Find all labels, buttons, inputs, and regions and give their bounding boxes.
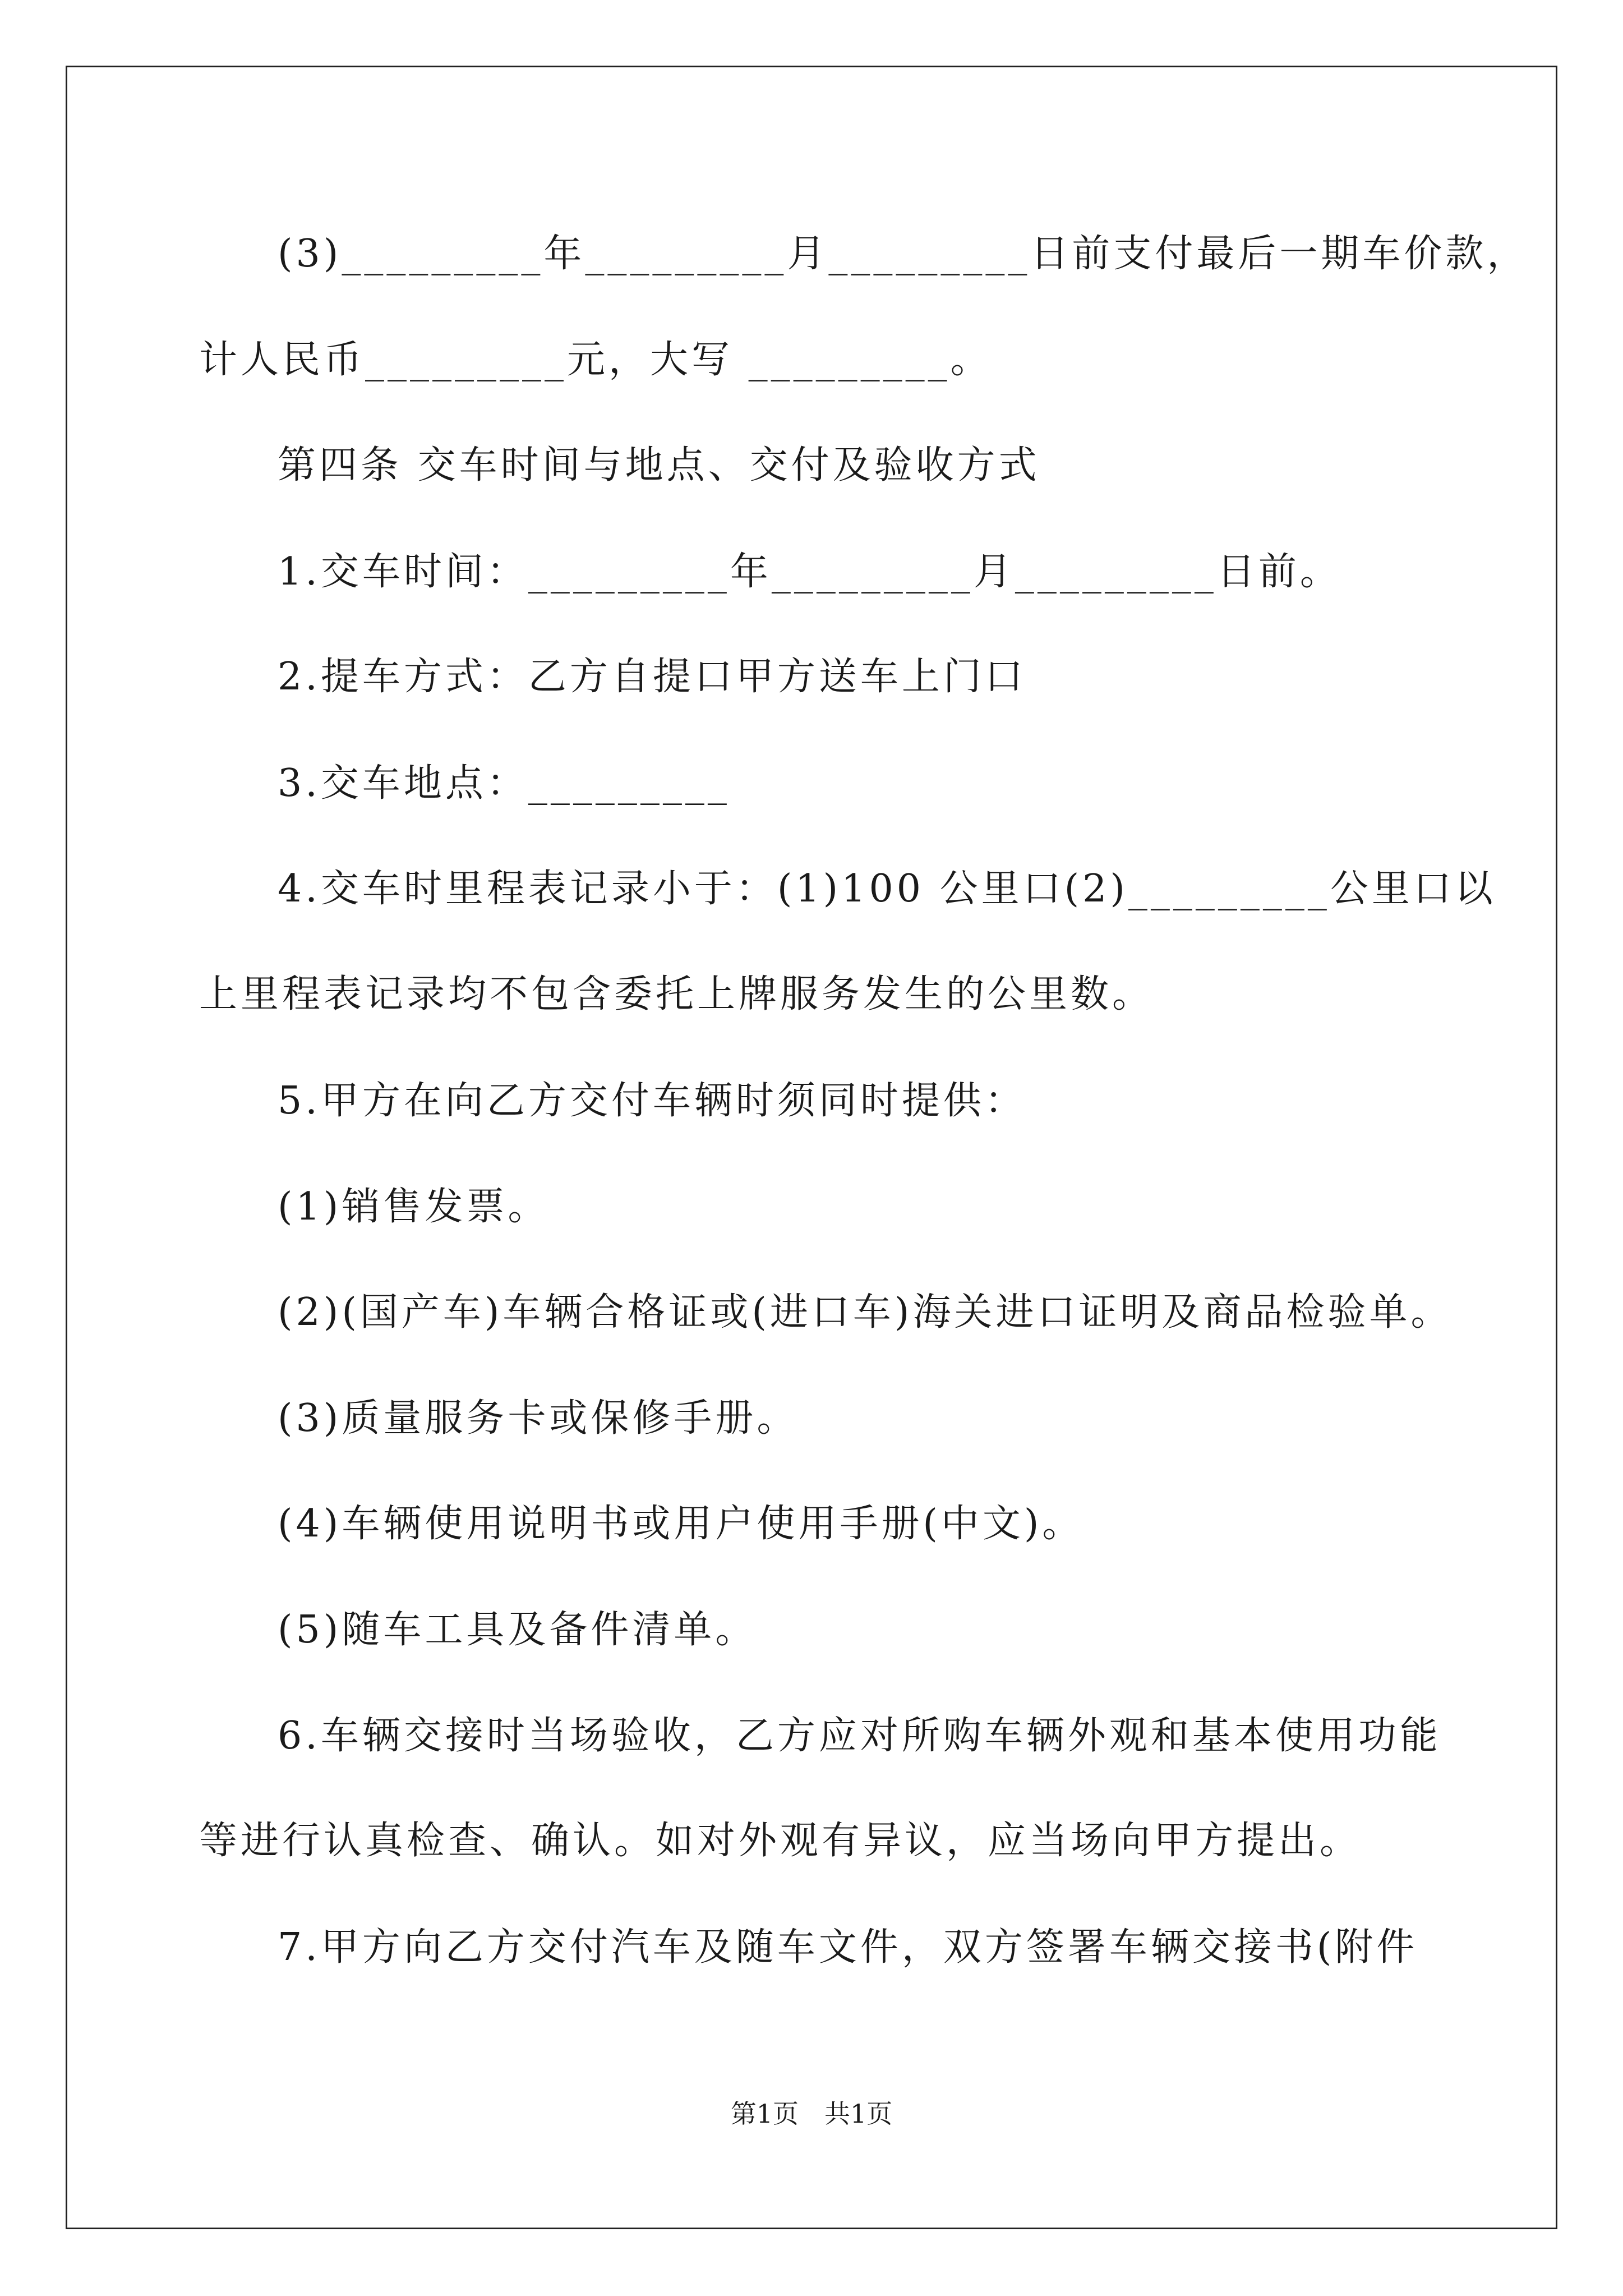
paragraph-line: 7.甲方向乙方交付汽车及随车文件，双方签署车辆交接书(附件 [278,1925,1418,1970]
section-heading: 第四条 交车时间与地点、交付及验收方式 [278,443,1040,487]
paragraph-line: 5.甲方在向乙方交付车辆时须同时提供： [278,1079,1026,1123]
list-item: (1)销售发票。 [278,1185,550,1229]
paragraph-line: 4.交车时里程表记录小于：(1)100 公里口(2)_________公里口以 [278,867,1496,911]
list-item: (5)随车工具及备件清单。 [278,1608,757,1652]
paragraph-line: (3)_________年_________月_________日前支付最后一期车价款， [278,232,1529,276]
paragraph-line: 计人民币_________元，大写 _________。 [199,338,992,382]
paragraph-line: 2.提车方式：乙方自提口甲方送车上门口 [278,655,1026,699]
paragraph-line: 上里程表记录均不包含委托上牌服务发生的公里数。 [199,972,1154,1016]
page-border [66,66,1557,2229]
paragraph-line: 1.交车时间：_________年_________月_________日前。 [278,550,1341,594]
paragraph-line: 6.车辆交接时当场验收，乙方应对所购车辆外观和基本使用功能 [278,1714,1441,1758]
list-item: (2)(国产车)车辆合格证或(进口车)海关进口证明及商品检验单。 [278,1290,1453,1335]
list-item: (3)质量服务卡或保修手册。 [278,1396,799,1441]
list-item: (4)车辆使用说明书或用户使用手册(中文)。 [278,1502,1084,1546]
paragraph-line: 等进行认真检查、确认。如对外观有异议，应当场向甲方提出。 [199,1819,1362,1863]
page-number: 第1页 共1页 [730,2099,893,2129]
paragraph-line: 3.交车地点：_________ [278,761,730,806]
